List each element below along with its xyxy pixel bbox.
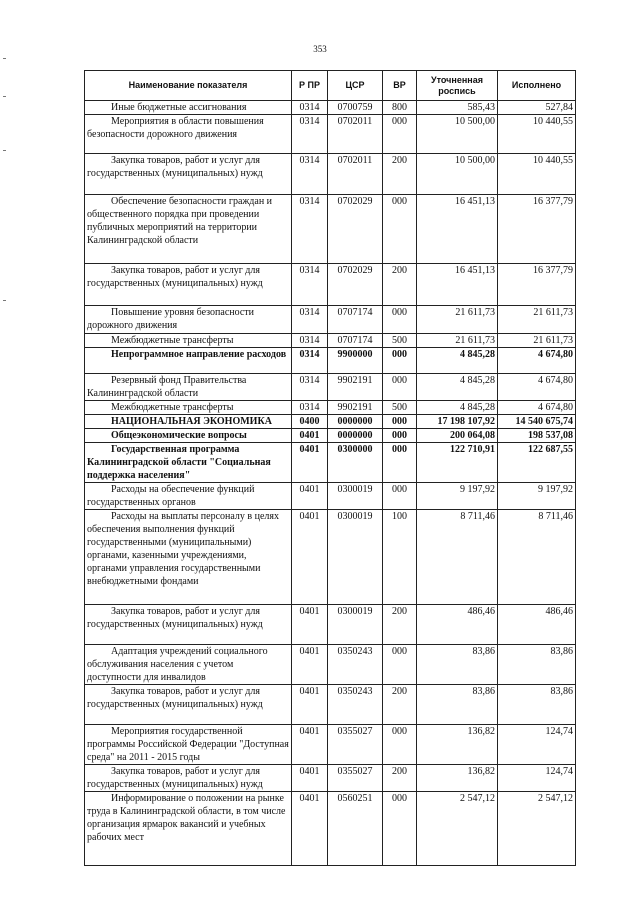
cell-name: Межбюджетные трансферты — [85, 334, 292, 348]
cell-plan: 16 451,13 — [417, 195, 498, 264]
cell-csr: 0300019 — [328, 483, 383, 510]
cell-name: Непрограммное направление расходов — [85, 348, 292, 374]
cell-plan: 83,86 — [417, 685, 498, 725]
table-row — [85, 264, 576, 306]
cell-name: Мероприятия государственной программы Российской Федерации "Доступная среда" на 2011 - 2015 годы — [85, 725, 292, 765]
cell-rpr: 0314 — [292, 115, 328, 154]
table-row — [85, 429, 576, 443]
cell-fact: 21 611,73 — [498, 334, 576, 348]
table-row — [85, 101, 576, 115]
cell-vr: 000 — [383, 415, 417, 429]
table-row — [85, 306, 576, 334]
cell-plan: 585,43 — [417, 101, 498, 115]
table-row — [85, 725, 576, 765]
cell-csr: 9902191 — [328, 374, 383, 401]
table-row — [85, 401, 576, 415]
table-row — [85, 195, 576, 264]
cell-vr: 000 — [383, 429, 417, 443]
cell-vr: 800 — [383, 101, 417, 115]
cell-vr: 500 — [383, 401, 417, 415]
cell-rpr: 0314 — [292, 334, 328, 348]
table-row — [85, 605, 576, 645]
cell-fact: 83,86 — [498, 645, 576, 685]
cell-name: Резервный фонд Правительства Калининградской области — [85, 374, 292, 401]
cell-fact: 8 711,46 — [498, 510, 576, 605]
cell-name: Иные бюджетные ассигнования — [85, 101, 292, 115]
cell-fact: 9 197,92 — [498, 483, 576, 510]
column-header-rpr: Р ПР — [292, 71, 328, 101]
cell-fact: 4 674,80 — [498, 401, 576, 415]
cell-rpr: 0401 — [292, 605, 328, 645]
cell-fact: 124,74 — [498, 725, 576, 765]
cell-vr: 000 — [383, 306, 417, 334]
cell-plan: 486,46 — [417, 605, 498, 645]
column-header-vr: ВР — [383, 71, 417, 101]
cell-fact: 2 547,12 — [498, 792, 576, 866]
cell-csr: 0300019 — [328, 605, 383, 645]
cell-fact: 16 377,79 — [498, 195, 576, 264]
cell-name: Закупка товаров, работ и услуг для государственных (муниципальных) нужд — [85, 605, 292, 645]
cell-vr: 000 — [383, 443, 417, 483]
cell-plan: 200 064,08 — [417, 429, 498, 443]
cell-plan: 122 710,91 — [417, 443, 498, 483]
cell-csr: 0702029 — [328, 264, 383, 306]
scan-mark — [3, 96, 6, 97]
cell-rpr: 0400 — [292, 415, 328, 429]
cell-name: Закупка товаров, работ и услуг для государственных (муниципальных) нужд — [85, 154, 292, 195]
cell-fact: 198 537,08 — [498, 429, 576, 443]
cell-csr: 0300000 — [328, 443, 383, 483]
table-row — [85, 334, 576, 348]
column-header-csr: ЦСР — [328, 71, 383, 101]
cell-vr: 200 — [383, 605, 417, 645]
cell-fact: 122 687,55 — [498, 443, 576, 483]
cell-name: Повышение уровня безопасности дорожного движения — [85, 306, 292, 334]
cell-csr: 9900000 — [328, 348, 383, 374]
cell-fact: 10 440,55 — [498, 154, 576, 195]
cell-vr: 000 — [383, 195, 417, 264]
cell-csr: 0702011 — [328, 154, 383, 195]
cell-rpr: 0314 — [292, 195, 328, 264]
cell-vr: 000 — [383, 348, 417, 374]
cell-csr: 0355027 — [328, 725, 383, 765]
cell-rpr: 0401 — [292, 483, 328, 510]
cell-vr: 000 — [383, 645, 417, 685]
cell-fact: 4 674,80 — [498, 348, 576, 374]
cell-csr: 0702011 — [328, 115, 383, 154]
cell-rpr: 0401 — [292, 443, 328, 483]
budget-table — [84, 70, 576, 866]
cell-fact: 83,86 — [498, 685, 576, 725]
cell-plan: 17 198 107,92 — [417, 415, 498, 429]
cell-csr: 0355027 — [328, 765, 383, 792]
cell-vr: 000 — [383, 115, 417, 154]
cell-plan: 21 611,73 — [417, 306, 498, 334]
cell-rpr: 0314 — [292, 101, 328, 115]
cell-name: Закупка товаров, работ и услуг для государственных (муниципальных) нужд — [85, 685, 292, 725]
cell-plan: 10 500,00 — [417, 115, 498, 154]
table-header-row — [85, 71, 576, 101]
cell-name: Межбюджетные трансферты — [85, 401, 292, 415]
scan-mark — [3, 150, 6, 151]
cell-plan: 21 611,73 — [417, 334, 498, 348]
cell-vr: 200 — [383, 154, 417, 195]
cell-name: Адаптация учреждений социального обслуживания населения с учетом доступности для инвалидов — [85, 645, 292, 685]
cell-csr: 0350243 — [328, 685, 383, 725]
cell-rpr: 0401 — [292, 685, 328, 725]
table-row — [85, 115, 576, 154]
cell-rpr: 0401 — [292, 645, 328, 685]
cell-vr: 000 — [383, 725, 417, 765]
cell-fact: 527,84 — [498, 101, 576, 115]
table-row — [85, 792, 576, 866]
cell-rpr: 0401 — [292, 792, 328, 866]
table-row — [85, 415, 576, 429]
cell-csr: 0702029 — [328, 195, 383, 264]
cell-fact: 14 540 675,74 — [498, 415, 576, 429]
cell-csr: 0000000 — [328, 415, 383, 429]
cell-rpr: 0314 — [292, 154, 328, 195]
table-row — [85, 645, 576, 685]
cell-rpr: 0401 — [292, 765, 328, 792]
cell-vr: 100 — [383, 510, 417, 605]
cell-name: Общеэкономические вопросы — [85, 429, 292, 443]
cell-vr: 200 — [383, 685, 417, 725]
cell-plan: 4 845,28 — [417, 348, 498, 374]
table-row — [85, 374, 576, 401]
cell-csr: 0707174 — [328, 306, 383, 334]
cell-csr: 0000000 — [328, 429, 383, 443]
column-header-plan: Уточненная роспись — [417, 71, 498, 101]
table-row — [85, 685, 576, 725]
cell-csr: 0350243 — [328, 645, 383, 685]
cell-vr: 200 — [383, 765, 417, 792]
cell-rpr: 0314 — [292, 306, 328, 334]
cell-fact: 486,46 — [498, 605, 576, 645]
cell-name: Расходы на выплаты персоналу в целях обеспечения выполнения функций государственными (муниципальными) органами, казенными учреждениями, органами управления государственными внебюджетными фондами — [85, 510, 292, 605]
cell-fact: 4 674,80 — [498, 374, 576, 401]
cell-plan: 83,86 — [417, 645, 498, 685]
cell-rpr: 0314 — [292, 374, 328, 401]
table-row — [85, 443, 576, 483]
cell-plan: 16 451,13 — [417, 264, 498, 306]
cell-vr: 000 — [383, 374, 417, 401]
cell-name: Информирование о положении на рынке труда в Калининградской области, в том числе организация ярмарок вакансий и учебных рабочих мест — [85, 792, 292, 866]
cell-rpr: 0314 — [292, 348, 328, 374]
cell-rpr: 0314 — [292, 401, 328, 415]
table-row — [85, 483, 576, 510]
cell-fact: 16 377,79 — [498, 264, 576, 306]
cell-plan: 4 845,28 — [417, 374, 498, 401]
column-header-name: Наименование показателя — [85, 71, 292, 101]
column-header-fact: Исполнено — [498, 71, 576, 101]
cell-name: НАЦИОНАЛЬНАЯ ЭКОНОМИКА — [85, 415, 292, 429]
cell-name: Государственная программа Калининградской области "Социальная поддержка населения" — [85, 443, 292, 483]
table-row — [85, 348, 576, 374]
cell-name: Обеспечение безопасности граждан и общественного порядка при проведении публичных мероприятий на территории Калининградской области — [85, 195, 292, 264]
table-row — [85, 510, 576, 605]
cell-vr: 000 — [383, 792, 417, 866]
table-row — [85, 154, 576, 195]
cell-plan: 4 845,28 — [417, 401, 498, 415]
cell-rpr: 0401 — [292, 725, 328, 765]
cell-fact: 21 611,73 — [498, 306, 576, 334]
cell-vr: 500 — [383, 334, 417, 348]
cell-name: Расходы на обеспечение функций государственных органов — [85, 483, 292, 510]
cell-csr: 0560251 — [328, 792, 383, 866]
cell-rpr: 0401 — [292, 510, 328, 605]
cell-plan: 136,82 — [417, 765, 498, 792]
cell-plan: 136,82 — [417, 725, 498, 765]
cell-name: Закупка товаров, работ и услуг для государственных (муниципальных) нужд — [85, 264, 292, 306]
cell-name: Мероприятия в области повышения безопасности дорожного движения — [85, 115, 292, 154]
scan-mark — [3, 58, 6, 59]
cell-plan: 8 711,46 — [417, 510, 498, 605]
cell-rpr: 0401 — [292, 429, 328, 443]
table-row — [85, 765, 576, 792]
cell-csr: 9902191 — [328, 401, 383, 415]
scan-mark — [3, 300, 6, 301]
cell-vr: 000 — [383, 483, 417, 510]
cell-csr: 0300019 — [328, 510, 383, 605]
cell-name: Закупка товаров, работ и услуг для государственных (муниципальных) нужд — [85, 765, 292, 792]
cell-plan: 2 547,12 — [417, 792, 498, 866]
cell-plan: 9 197,92 — [417, 483, 498, 510]
cell-csr: 0700759 — [328, 101, 383, 115]
page-number: 353 — [313, 44, 327, 54]
cell-rpr: 0314 — [292, 264, 328, 306]
cell-fact: 10 440,55 — [498, 115, 576, 154]
cell-plan: 10 500,00 — [417, 154, 498, 195]
cell-vr: 200 — [383, 264, 417, 306]
cell-fact: 124,74 — [498, 765, 576, 792]
cell-csr: 0707174 — [328, 334, 383, 348]
